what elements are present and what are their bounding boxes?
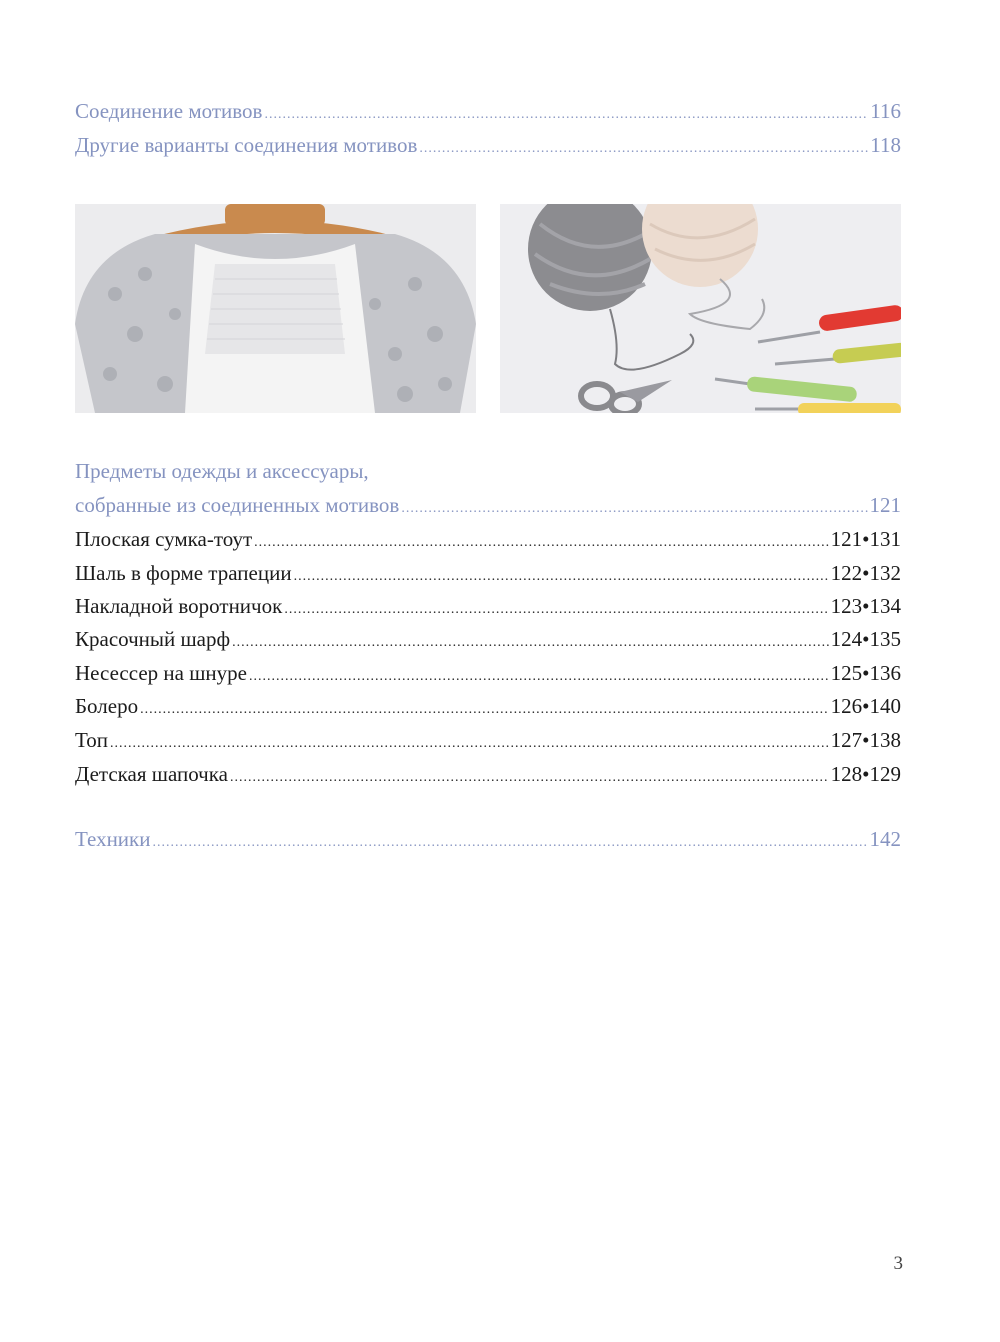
toc-item-label: Плоская сумка-тоут — [75, 527, 253, 551]
section-title-line-1: Предметы одежды и аксессуары, — [75, 459, 369, 483]
toc-item-page: 127•138 — [830, 728, 901, 752]
techniques-page: 142 — [869, 827, 901, 851]
dot-leader — [401, 494, 867, 524]
toc-item[interactable] — [75, 591, 901, 625]
toc-item-page: 125•136 — [830, 661, 901, 685]
toc-entry-label: Соединение мотивов — [75, 99, 263, 123]
toc-item[interactable] — [75, 658, 901, 692]
toc-item[interactable] — [75, 691, 901, 725]
lace-garment-photo — [75, 204, 476, 413]
toc-item[interactable] — [75, 725, 901, 759]
dot-leader — [419, 134, 868, 164]
dot-leader — [294, 562, 829, 592]
toc-item-label: Несессер на шнуре — [75, 661, 247, 685]
toc-item-label: Топ — [75, 728, 108, 752]
dot-leader — [254, 528, 829, 558]
toc-entry-page: 116 — [870, 99, 901, 123]
section-heading[interactable] — [75, 490, 901, 524]
toc-item-page: 121•131 — [830, 527, 901, 551]
section-title-line-2: собранные из соединенных мотивов — [75, 493, 400, 517]
toc-entry-label: Другие варианты соединения мотивов — [75, 133, 418, 157]
techniques-label: Техники — [75, 827, 151, 851]
page-number: 3 — [893, 1253, 903, 1274]
dot-leader — [110, 729, 829, 759]
toc-item-page: 123•134 — [830, 594, 901, 618]
toc-item[interactable] — [75, 624, 901, 658]
toc-entry-page: 118 — [870, 133, 901, 157]
toc-item-label: Шаль в форме трапеции — [75, 561, 292, 585]
toc-item-page: 128•129 — [830, 762, 901, 786]
toc-item[interactable] — [75, 558, 901, 592]
toc-item-page: 124•135 — [830, 627, 901, 651]
toc-item-label: Накладной воротничок — [75, 594, 283, 618]
toc-entry[interactable] — [75, 96, 901, 130]
yarn-and-hooks-photo — [500, 204, 901, 413]
dot-leader — [264, 100, 868, 130]
section-page: 121 — [869, 493, 901, 517]
dot-leader — [284, 595, 828, 625]
toc-entry[interactable] — [75, 130, 901, 164]
dot-leader — [230, 763, 829, 793]
toc-item[interactable] — [75, 524, 901, 558]
dot-leader — [249, 662, 829, 692]
toc-item-page: 126•140 — [830, 694, 901, 718]
toc-item-label: Детская шапочка — [75, 762, 228, 786]
dot-leader — [140, 695, 829, 725]
toc-techniques[interactable] — [75, 824, 901, 858]
toc-item-label: Красочный шарф — [75, 627, 231, 651]
toc-item[interactable] — [75, 759, 901, 793]
dot-leader — [153, 828, 868, 858]
toc-item-page: 122•132 — [830, 561, 901, 585]
toc-item-label: Болеро — [75, 694, 139, 718]
dot-leader — [232, 628, 829, 658]
